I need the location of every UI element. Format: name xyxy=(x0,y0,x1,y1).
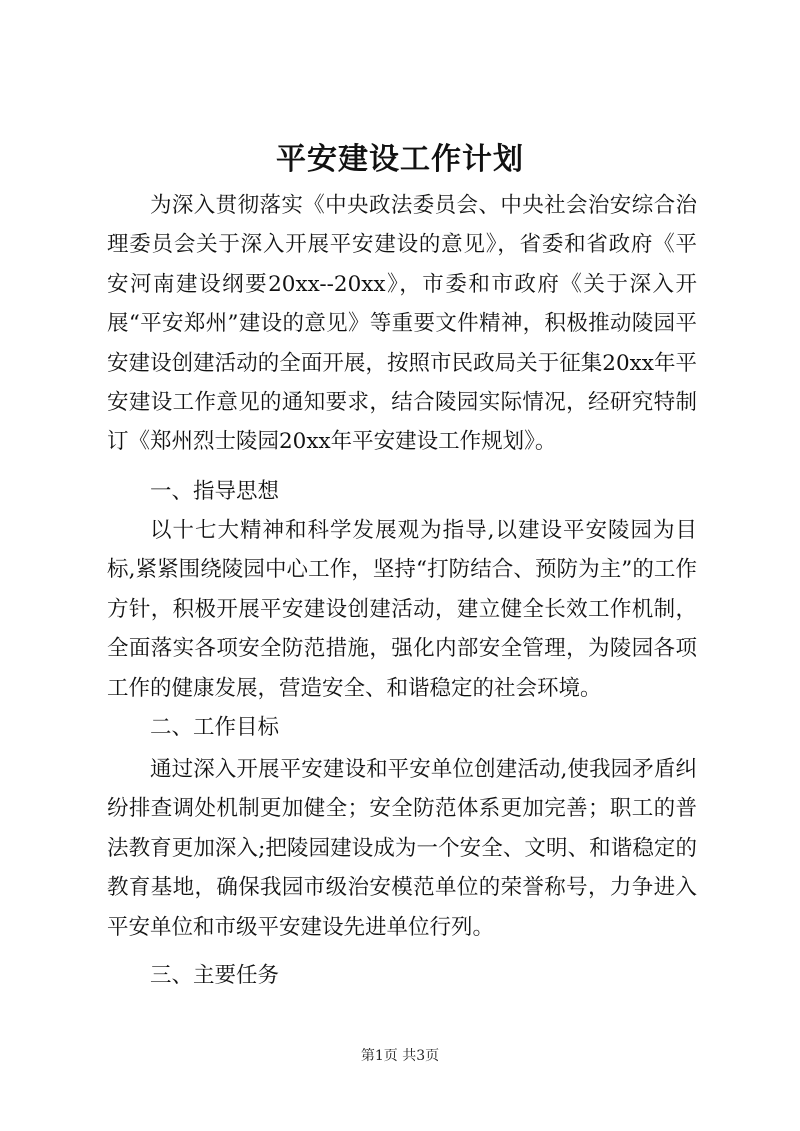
document-title: 平安建设工作计划 xyxy=(276,142,524,177)
section-heading-main-tasks: 三、主要任务 xyxy=(150,963,280,988)
paragraph-intro: 为深入贯彻落实《中央政法委员会、中央社会治安综合治理委员会关于深入开展平安建设的意见》，省委和省政府《平安河南建设纲要20xx--20xx》，市委和市政府《关于深入开展“平安郑州”建设的意见》等重要文件精神，积极推动陵园平安建设创建活动的全面开展，按照市民政局关于征集20xx年平安建设工作意见的通知要求，结合陵园实际情况，经研究特制订《郑州烈士陵园20xx年平安建设工作规划》。 xyxy=(107,193,697,455)
paragraph-work-goals: 通过深入开展平安建设和平安单位创建活动,使我园矛盾纠纷排查调处机制更加健全；安全防范体系更加完善；职工的普法教育更加深入;把陵园建设成为一个安全、文明、和谐稳定的教育基地，确保我园市级治安模范单位的荣誉称号，力争进入平安单位和市级平安建设先进单位行列。 xyxy=(107,757,697,940)
section-heading-work-goals: 二、工作目标 xyxy=(150,715,280,740)
page-number-footer: 第1页 共3页 xyxy=(360,1048,440,1064)
paragraph-guiding-ideology: 以十七大精神和科学发展观为指导,以建设平安陵园为目标,紧紧围绕陵园中心工作，坚持“打防结合、预防为主”的工作方针，积极开展平安建设创建活动，建立健全长效工作机制，全面落实各项安全防范措施，强化内部安全管理，为陵园各项工作的健康发展，营造安全、和谐稳定的社会环境。 xyxy=(107,518,697,701)
section-heading-guiding-ideology: 一、指导思想 xyxy=(150,479,280,504)
